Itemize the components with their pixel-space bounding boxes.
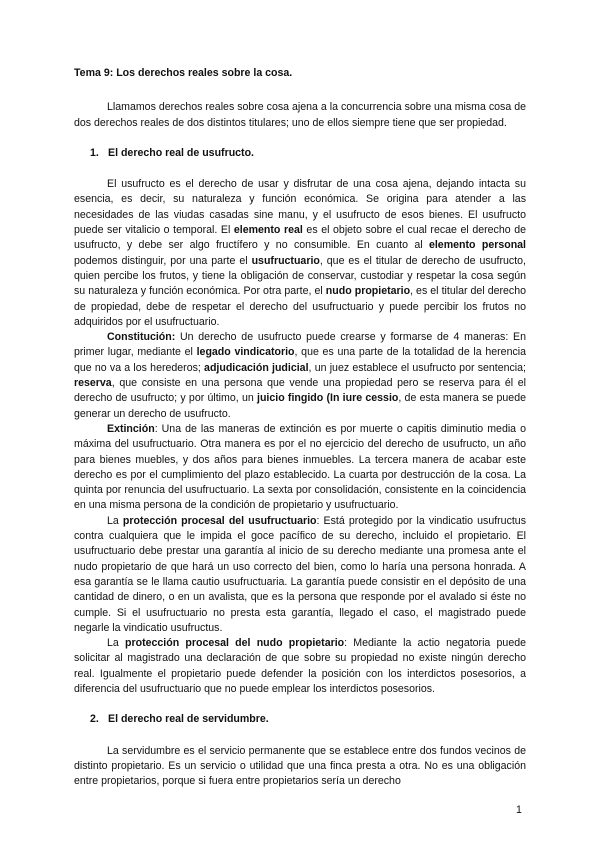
page-number: 1 bbox=[516, 804, 522, 816]
paragraph-servidumbre-definition: La servidumbre es el servicio permanente que se establece entre dos fundos vecinos de distinto propietario. Es un servicio o utilidad que una finca presta a otra. No es una obligación entre propietarios, porque si fuera entre propietarios sería un derecho bbox=[74, 744, 526, 788]
section-title: El derecho real de servidumbre. bbox=[108, 713, 269, 726]
section-title: El derecho real de usufructo. bbox=[108, 146, 254, 159]
intro-paragraph: Llamamos derechos reales sobre cosa ajena a la concurrencia sobre una misma cosa de dos derechos reales de dos distintos titulares; uno de ellos siempre tiene que ser propiedad. bbox=[74, 101, 526, 129]
paragraph-usufructo-definition: El usufructo es el derecho de usar y disfrutar de una cosa ajena, dejando intacta su esencia, es decir, su naturaleza y función económica. Se origina para atender a las necesidades de las viudas casadas sine manu, y el usufructo de esos bienes. El usufructo puede ser vitalicio o temporal. El elemento real es el objeto sobre el cual recae el derecho de usufructo, y debe ser algo fructífero y no consumible. En cuanto al elemento personal podemos distinguir, por una parte el usufructuario, que es el titular de derecho de usufructo, quien percibe los frutos, y tiene la obligación de conservar, custodiar y respetar la cosa según su naturaleza y función económica. Por otra parte, el nudo propietario, es el titular del derecho de propiedad, debe de respetar el derecho del usufructuario y puede percibir los frutos no adquiridos por el usufructuario. bbox=[74, 178, 527, 328]
paragraph-proteccion-nudo-propietario: La protección procesal del nudo propietario: Mediante la actio negatoria puede solicitar al magistrado una declaración de que sobre su propiedad no existe ningún derecho real. Igualmente el propietario puede defender la posición con los interdictos posesorios, a diferencia del usufructuario que no puede emplear los interdictos posesorios. bbox=[74, 637, 527, 695]
section-heading-usufructo bbox=[74, 146, 526, 161]
document-title: Tema 9: Los derechos reales sobre la cosa. bbox=[74, 67, 293, 79]
paragraph-constitucion: Constitución: Un derecho de usufructo puede crearse y formarse de 4 maneras: En primer lugar, mediante el legado vindicatorio, que es una parte de la totalidad de la herencia que no va a los herederos; adjudicación judicial, un juez establece el usufructo por sentencia; reserva, que consiste en una persona que vende una propiedad pero se reserva para él el derecho de usufructo; y por último, un juicio fingido (In iure cessio, de esta manera se puede generar un derecho de usufructo. bbox=[74, 331, 527, 420]
paragraph-extincion: Extinción: Una de las maneras de extinción es por muerte o capitis diminutio media o máxima del usufructuario. Otra manera es por el no ejercicio del derecho de usufructo, un año para bienes muebles, y dos años para bienes inmuebles. La tercera manera de acabar este derecho es por el cumplimiento del plazo establecido. La cuarta por destrucción de la cosa. La quinta por renuncia del usufructuario. La sexta por consolidación, consistente en la coincidencia en una misma persona de la condición de propietario y usufructuario. bbox=[74, 422, 526, 512]
section-number: 1. bbox=[90, 146, 99, 159]
document-page bbox=[74, 66, 526, 789]
section-number: 2. bbox=[90, 713, 99, 726]
paragraph-proteccion-usufructuario: La protección procesal del usufructuario: Está protegido por la vindicatio usufructus contra cualquiera que le impida el goce pacífico de su derecho, incluido el propietario. El usufructuario debe prestar una garantía al inicio de su derecho mediante una promesa ante el nudo propietario de que hará un uso correcto del bien, como lo haría una persona honrada. A esa garantía se le llama cautio usufructuaria. La garantía puede consistir en el depósito de una cantidad de dinero, o en un avalista, que es la persona que responde por el avalado si éste no cumple. Si el usufructuario no presta esta garantía, llegado el caso, el magistrado puede negarle la vindicatio usufructus. bbox=[74, 514, 526, 634]
section-heading-servidumbre bbox=[74, 712, 526, 727]
